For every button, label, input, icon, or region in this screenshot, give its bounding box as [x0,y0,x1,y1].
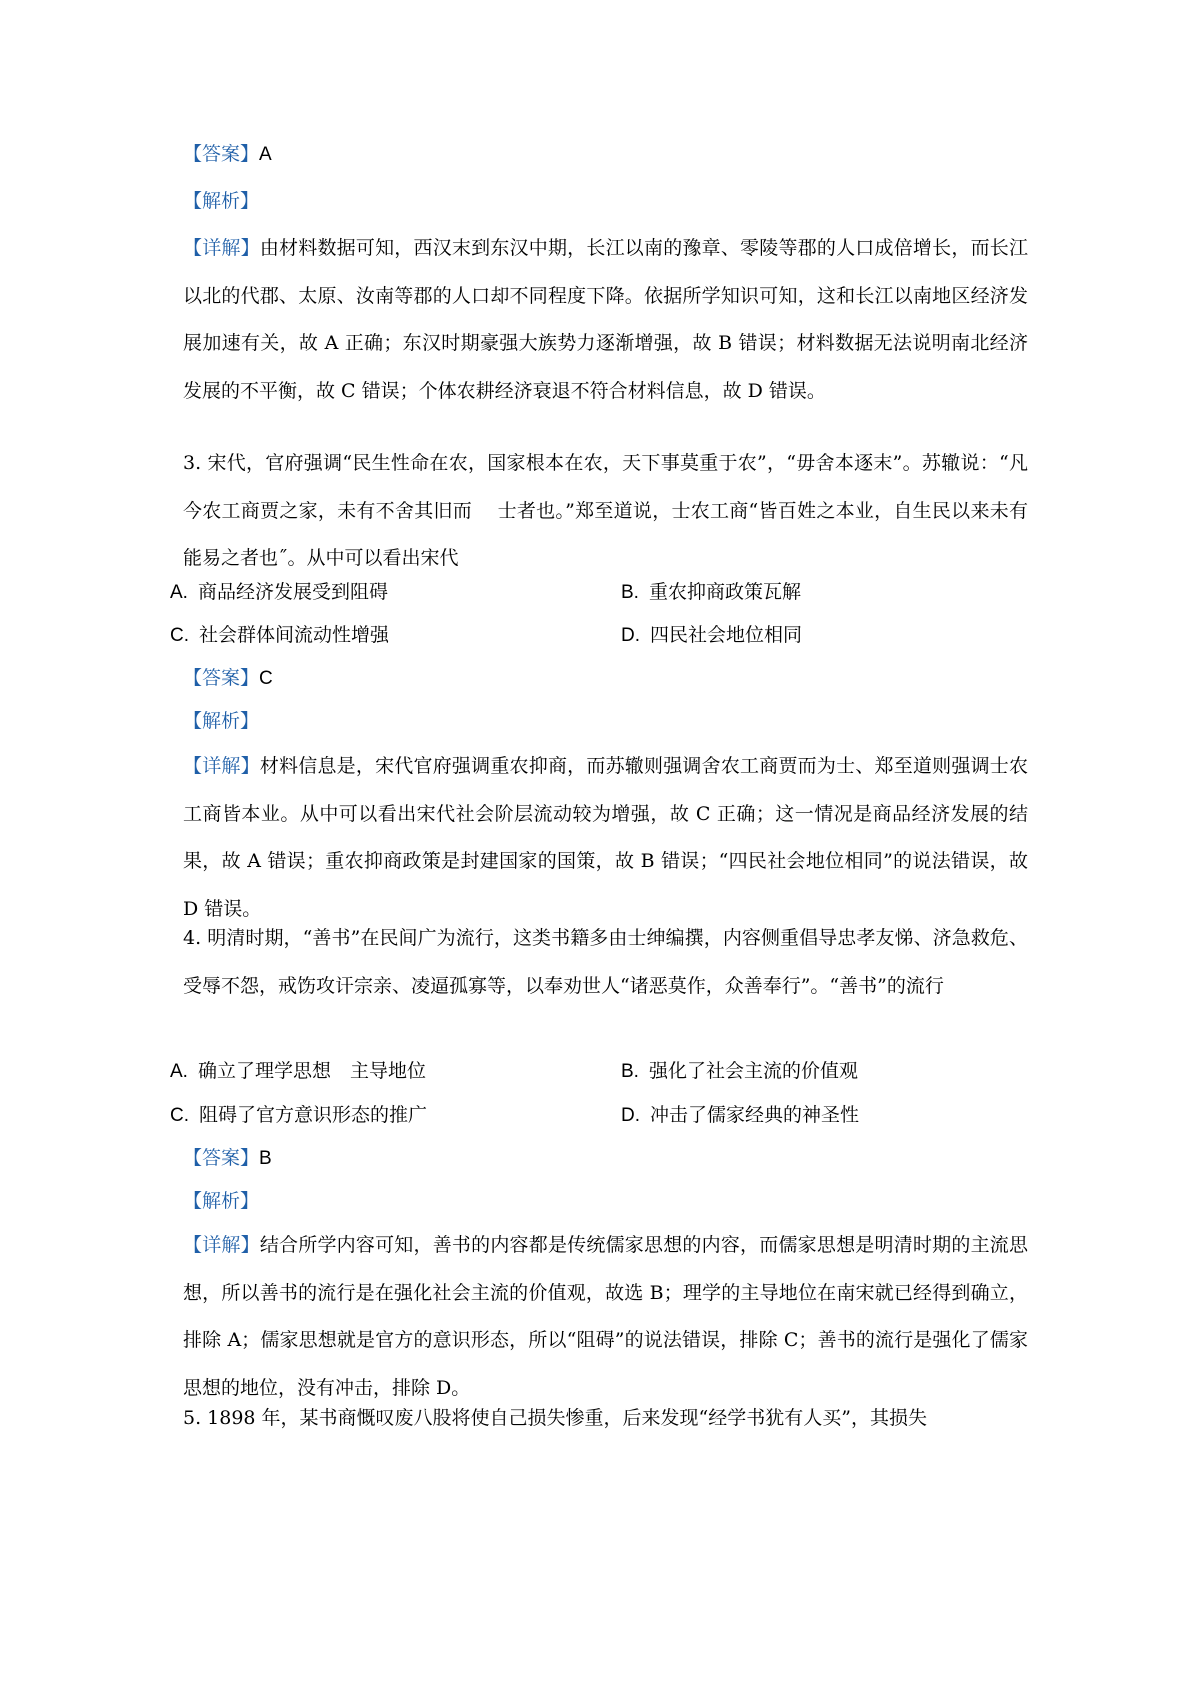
q3-answer-line [183,655,1028,703]
q4-option-a [170,1047,426,1096]
option-text: 四民社会地位相同 [650,624,803,646]
q2-answer-line [183,131,1028,179]
q3-option-d [621,611,802,660]
q4-answer-line [183,1135,1028,1183]
q2-detail-paragraph [183,225,1028,415]
q4-option-d [621,1091,859,1140]
detail-text: 材料信息是，宋代官府强调重农抑商，而苏辙则强调舍农工商贾而为士、郑至道则强调士农工商皆本业。从中可以看出宋代社会阶层流动较为增强，故 C 正确；这一情况是商品经济发展的结果，故 A 错误；重农抑商政策是封建国家的国策，故 B 错误；“四民社会地位相同”的说法错误，故 D 错误。 [183,755,1028,920]
option-text: 冲击了儒家经典的神圣性 [650,1104,860,1126]
q3-option-b [621,568,801,617]
option-text: 阻碍了官方意识形态的推广 [199,1104,428,1126]
detail-label: 【详解】 [183,755,260,777]
q3-option-a [170,568,388,617]
q3-detail-paragraph [183,743,1028,933]
q4-option-c [170,1091,427,1140]
option-letter: C. [170,1105,189,1126]
option-letter: B. [621,582,639,603]
answer-label: 【答案】 [183,667,260,689]
q3-option-c [170,611,389,660]
q4-option-b [621,1047,858,1096]
option-letter: A. [170,1061,188,1082]
option-letter: D. [621,1105,640,1126]
option-text: 确立了理学思想 主导地位 [197,1060,426,1082]
answer-label: 【答案】 [183,1147,260,1169]
option-letter: B. [621,1061,639,1082]
answer-value: C [259,668,273,689]
option-text: 社会群体间流动性增强 [199,624,390,646]
answer-value: B [259,1148,272,1169]
answer-label: 【答案】 [183,143,260,165]
option-letter: D. [621,625,640,646]
option-letter: A. [170,582,188,603]
q3-analysis-label: 【解析】 [183,710,260,732]
q4-analysis-label: 【解析】 [183,1190,260,1212]
option-text: 重农抑商政策瓦解 [648,581,801,603]
q2-analysis-label: 【解析】 [183,190,260,212]
detail-label: 【详解】 [183,1234,260,1256]
q3-stem: 3. 宋代，官府强调“民生性命在农，国家根本在农，天下事莫重于农”，“毋舍本逐末”。苏辙说：“凡今农工商贾之家，未有不舍其旧而 士者也。”郑至道说，士农工商“皆百姓之本业，自生民以来未有能易之者也˝。从中可以看出宋代 [183,452,1028,570]
answer-value: A [259,144,272,165]
detail-text: 由材料数据可知，西汉末到东汉中期，长江以南的豫章、零陵等郡的人口成倍增长，而长江以北的代郡、太原、汝南等郡的人口却不同程度下降。依据所学知识可知，这和长江以南地区经济发展加速有关，故 A 正确；东汉时期豪强大族势力逐渐增强，故 B 错误；材料数据无法说明南北经济发展的不平衡，故 C 错误；个体农耕经济衰退不符合材料信息，故 D 错误。 [183,237,1028,402]
option-letter: C. [170,625,189,646]
q4-stem: 4. 明清时期，“善书”在民间广为流行，这类书籍多由士绅编撰，内容侧重倡导忠孝友悌、济急救危、受辱不怨，戒饬攻讦宗亲、凌逼孤寡等，以奉劝世人“诸恶莫作，众善奉行”。“善书”的流行 [183,927,1028,997]
option-text: 商品经济发展受到阻碍 [197,581,388,603]
q4-detail-paragraph [183,1222,1028,1412]
detail-text: 结合所学内容可知，善书的内容都是传统儒家思想的内容，而儒家思想是明清时期的主流思想，所以善书的流行是在强化社会主流的价值观，故选 B；理学的主导地位在南宋就已经得到确立，排除 A；儒家思想就是官方的意识形态，所以“阻碍”的说法错误，排除 C；善书的流行是强化了儒家思想的地位，没有冲击，排除 D。 [183,1234,1028,1399]
detail-label: 【详解】 [183,237,260,259]
q5-stem: 5. 1898 年，某书商慨叹废八股将使自己损失惨重，后来发现“经学书犹有人买”，其损失 [183,1407,927,1429]
option-text: 强化了社会主流的价值观 [648,1060,858,1082]
